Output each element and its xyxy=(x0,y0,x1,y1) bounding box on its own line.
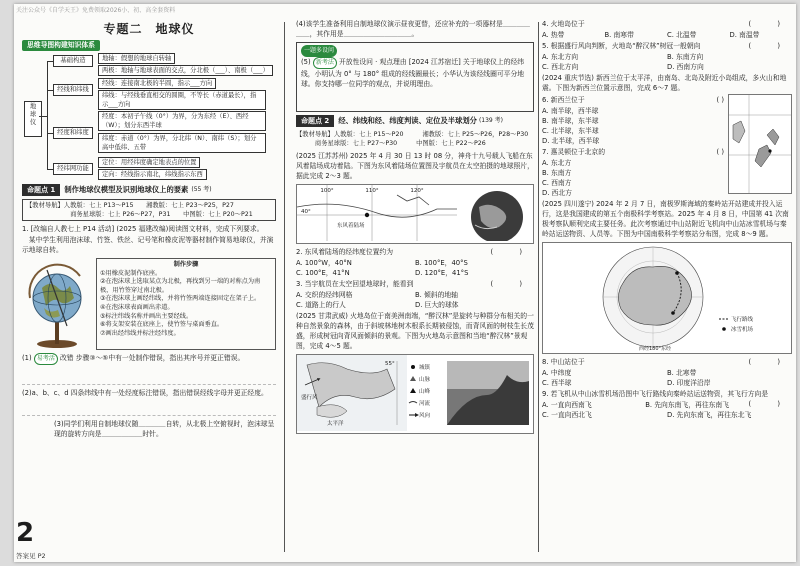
mindmap-leaf: 经度：本初子午线（0°）为界，分为东经（E）、西经（W）；划分东西半球 xyxy=(98,111,266,131)
option[interactable]: C. 一直向西北飞 xyxy=(542,411,592,419)
intro-8-9: (2025 四川遂宁) 2024 年 2 月 7 日，南极罗斯海域的秦岭站开站建成并投入运行，这是我国建成的第五个南极科学考察站。2025 年 4 月 8 日，中国第 41 次南极考察队顺利完成主要任务。此次考察通过中山站附近飞机向中山站冰雪机场与秦岭站运送物资、人员等。下图为中国南极科学考察站分布图，完成 8～9 题。 xyxy=(542,200,789,238)
worksheet-page xyxy=(14,4,796,562)
question-3-options xyxy=(296,290,534,300)
option[interactable]: B. 先向东南飞，再往东南飞 xyxy=(645,401,730,409)
mindmap-branch-2: 经线和纬线 xyxy=(53,84,93,96)
option[interactable]: B. 南寒带 xyxy=(604,31,634,39)
landing-site-label: 东风着陆场 xyxy=(337,223,365,229)
option[interactable]: C. 北温带 xyxy=(667,31,697,39)
question-8-options xyxy=(542,378,792,388)
textbook-reference: 【教材导航】人教版：七上 P15～P20 湘教版：七上 P25～P26，P28～P30 商务星球版：七上 P27～P30 中图版：七上 P22～P26 xyxy=(296,131,529,147)
mindmap-leaf: 地轴：假想的地球自转轴 xyxy=(98,53,175,64)
answer-space[interactable] xyxy=(22,366,276,385)
intro-6-7: (2024 重庆节选) 新西兰位于太平洋，由南岛、北岛及附近小岛组成，多火山和地震。下图为新西兰位置示意图，完成 6～7 题。 xyxy=(542,74,787,92)
answer-space[interactable] xyxy=(22,399,276,416)
legend-river: 河流 xyxy=(419,401,431,407)
question-9: 9. 若飞机从中山冰雪机场沿图中飞行路线向秦岭站运送物资，其飞行方向是 ( ) xyxy=(542,390,792,408)
question-8: 8. 中山站位于 ( ) xyxy=(542,358,792,366)
mindmap-leaf: 纬线：与经线垂直相交的圆圈，不等长（赤道最长），指示___方向 xyxy=(98,90,266,110)
antarctica-map xyxy=(542,242,792,354)
question-1-1: (1) 易考活 改错 步骤③～⑤中有一处制作错误，指出其序号并更正错误。 xyxy=(22,353,276,365)
map-lon-label: 120° xyxy=(410,188,424,194)
mindmap-leaf: 纬度：赤道（0°）为界，分北纬（N）、南纬（S）；划分高中低纬、五带 xyxy=(98,133,266,153)
map-lon-label: 西经180°东经 xyxy=(639,346,672,351)
question-5-options xyxy=(542,52,792,62)
mindmap-badge: 思维导图构建知识体系 xyxy=(22,40,100,51)
new-zealand-map xyxy=(728,94,792,194)
option[interactable]: B. 南半球，东半球 xyxy=(542,117,599,125)
question-7: 7. 惠灵顿位于北京的 ( ) xyxy=(542,148,724,156)
map-lon-label: 100° xyxy=(320,188,334,194)
map-lat-label: 40° xyxy=(301,209,311,215)
globe-figure-row xyxy=(22,258,276,350)
legend-wind: 风向 xyxy=(419,413,431,419)
legend-flight-route: 飞行路线 xyxy=(731,317,754,323)
option[interactable]: B. 东南方 xyxy=(542,169,572,177)
question-1-3: (3)同学们利用自制地球仪随＿＿＿＿自转，从北极上空俯视时，泡沫球呈现的旋转方向是＿＿＿＿＿＿时针。 xyxy=(54,420,275,438)
page-title: 专题二 地球仪 xyxy=(103,22,195,36)
option[interactable]: A. 一直向西南飞 xyxy=(542,401,592,409)
mindmap xyxy=(22,53,276,181)
dongfeng-map xyxy=(296,184,534,244)
intro-4-5: (2025 甘肃武威) 火地岛位于南美洲南端，“醉汉林”是旋转与种群分布相关的一种自然景象的森林，由于斜坡林地树木根系长期被侵蚀，而背风面的树枝生长茂盛，形成树冠向背风面倾斜的景观。下图为火地岛示意图和当地“醉汉林”景观图，完成 4～5 题。 xyxy=(296,312,534,350)
globe-illustration xyxy=(22,258,92,350)
mindmap-branch-1: 基础构造 xyxy=(53,55,93,67)
step-item: ④在泡沫球表面画出赤道。 xyxy=(100,303,174,311)
question-1-body: 某中学生利用泡沫球、竹签、铁丝、记号笔和橡皮泥等器材制作简易地球仪，并演示地球自转。 xyxy=(22,236,274,254)
option[interactable]: C. 道路上的行人 xyxy=(296,301,346,309)
top-note: 关注公众号《自学天王》免费领取2026小、初、高全套资料 xyxy=(16,7,176,14)
question-9-options xyxy=(542,400,749,410)
option[interactable]: A. 交织的经纬网格 xyxy=(296,291,353,299)
option[interactable]: A. 中纬度 xyxy=(542,369,572,377)
textbook-reference: 【教材导航】人教版：七上 P13～P15 湘教版：七上 P23～P25，P27 商务星球版：七上 P26～P27，P31 中图版：七上 P20～P21 xyxy=(22,199,276,221)
option[interactable]: D. 北半球，西半球 xyxy=(542,137,600,145)
option[interactable]: A. 热带 xyxy=(542,31,565,39)
option[interactable]: A. 东北方向 xyxy=(542,53,579,61)
map2-lat-label: 55° xyxy=(385,361,395,367)
legend-town: 城镇 xyxy=(419,365,431,371)
question-6: 6. 新西兰位于 ( ) xyxy=(542,96,724,104)
option[interactable]: D. 先向东南飞，再往东北飞 xyxy=(667,411,752,419)
step-item: ①用橡皮泥制作底座。 xyxy=(100,269,162,277)
section-heading-1: 命题点 1 制作地球仪模型及识别地球仪上的要素 (55 考) xyxy=(22,184,276,196)
step-item: ⑤标注纬线名称并画出主要经线。 xyxy=(100,312,193,320)
option[interactable]: B. 北寒带 xyxy=(667,369,697,377)
section-heading-2: 命题点 2 经、纬线和经、纬度判读、定位及半球划分 (139 考) xyxy=(296,115,534,127)
step-item: ③在泡沫球上画经纬线，并将竹签两端连接固定在架子上。 xyxy=(100,295,261,303)
map2-wind-label: 盛行风 xyxy=(301,395,318,401)
question-1-2: (2)a、b、c、d 四条纬线中有一处经度标注错误，指出错误经线字母并更正经度。 xyxy=(22,389,268,397)
intro-2-3: (2025 江苏苏州) 2025 年 4 月 30 日 13 时 08 分，神舟十九号载人飞船在东风着陆场成功着陆。下图为东风着陆场位置图及宇航员在太空拍摄的地球照片，据此完成 2～3 题。 xyxy=(296,152,534,180)
page-number: 2 xyxy=(16,518,35,548)
option[interactable]: A. 南半球，西半球 xyxy=(542,107,599,115)
question-1-4: (4)该学生准备利用自制地球仪演示昼夜更替，还应补充的一项器材是＿＿＿＿＿＿，其作用是＿＿＿＿＿＿＿＿＿＿。 xyxy=(296,20,530,38)
mindmap-branch-3: 经度和纬度 xyxy=(53,127,93,139)
tierra-del-fuego-map xyxy=(296,354,534,434)
question-3-options xyxy=(296,300,534,310)
step-item: ②在泡沫球上选取某点为北极，再找到另一端的对称点为南极，用竹签穿过南北极。 xyxy=(100,278,261,294)
mindmap-root: 地球仪 xyxy=(24,101,42,137)
legend-ice-airport: 冰雪机场 xyxy=(731,327,754,333)
map2-sea-label: 太平洋 xyxy=(327,421,344,427)
answer-reference-footer: 答案见 P2 xyxy=(16,552,46,560)
extended-question-box: 一题多设问 (5) 新考法 开放性设问 · 观点理由 [2024 江苏宿迁] 关于地球仪上的经纬线，小明认为 0° 与 180° 组成的经线圈最长；小华认为该经线圈可平分地球。你支持哪一位同学的观点，并说明理由。 xyxy=(296,42,534,112)
option[interactable]: C. 西南方 xyxy=(542,179,572,187)
question-9-options xyxy=(542,410,792,420)
question-4-options xyxy=(542,30,792,40)
nz-block xyxy=(542,94,792,198)
question-1-intro: 1. [改编自人教七上 P14 活动] (2025 福建改编)阅读图文材料，完成下列要求。 xyxy=(22,225,264,233)
column-divider xyxy=(538,22,539,552)
step-item: ⑥将支架安装在底座上，使竹签与桌面垂直。 xyxy=(100,321,224,329)
option[interactable]: B. 东南方向 xyxy=(667,53,704,61)
question-2-options xyxy=(296,268,534,278)
option[interactable]: D. 120°E，41°S xyxy=(415,269,469,277)
mindmap-branch-4: 经纬网功能 xyxy=(53,163,93,175)
question-5-options xyxy=(542,62,792,72)
map-lon-label: 110° xyxy=(365,188,379,194)
column-divider xyxy=(284,22,285,552)
question-2-options xyxy=(296,258,534,268)
option[interactable]: C. 北半球，东半球 xyxy=(542,127,599,135)
option[interactable]: C. 西半球 xyxy=(542,379,572,387)
column-right xyxy=(542,18,792,558)
question-4: 4. 火地岛位于 ( ) xyxy=(542,20,792,28)
option[interactable]: D. 印度洋沿岸 xyxy=(667,379,711,387)
option[interactable]: B. 倾斜的地轴 xyxy=(415,291,458,299)
question-3: 3. 当宇航员在太空回望地球时，能看到 ( ) xyxy=(296,280,534,288)
step-item: ⑦画出经纬线并标注经纬度。 xyxy=(100,329,180,337)
option[interactable]: C. 西北方向 xyxy=(542,63,579,71)
mindmap-leaf: 定向：经线指示南北，纬线指示东西 xyxy=(98,169,207,180)
multi-question-badge: 一题多设问 xyxy=(301,45,337,57)
answer-space[interactable] xyxy=(301,89,529,109)
question-8-options xyxy=(542,368,792,378)
mindmap-leaf: 两极：地轴与地球表面的交点，分北极（___）、南极（___） xyxy=(98,65,273,76)
column-middle xyxy=(296,18,534,558)
option[interactable]: D. 西北方 xyxy=(542,189,572,197)
option[interactable]: C. 100°E，41°N xyxy=(296,269,350,277)
option[interactable]: A. 东北方 xyxy=(542,159,572,167)
legend-mountains: 山脉 xyxy=(419,377,431,383)
option[interactable]: D. 西南方向 xyxy=(667,63,704,71)
option[interactable]: A. 100°W，40°N xyxy=(296,259,352,267)
option[interactable]: B. 100°E，40°S xyxy=(415,259,468,267)
mindmap-leaf: 经线：连接南北极的半圆，指示___方向 xyxy=(98,78,216,89)
steps-box: 制作步骤 ①用橡皮泥制作底座。 ②在泡沫球上选取某点为北极，再找到另一端的对称点为南极，用竹签穿过南北极。 ③在泡沫球上画经纬线，并将竹签两端连接固定在架子上。 ④在泡沫球表面画出赤道。 ⑤标注纬线名称并画出主要经线。 ⑥将支架安装在底座上，使竹签与桌面垂直。 ⑦画出经纬线并标注经纬度。 xyxy=(96,258,276,350)
column-left xyxy=(22,18,276,558)
legend-peak: 山峰 xyxy=(419,389,431,395)
option[interactable]: D. 巨大的球体 xyxy=(415,301,459,309)
mindmap-leaf: 定位：用经纬度确定地表点的位置 xyxy=(98,157,200,168)
question-5: 5. 根据盛行风向判断，火地岛“醉汉林”树冠一般朝向 ( ) xyxy=(542,42,792,50)
question-2: 2. 东风着陆场的经纬度位置约为 ( ) xyxy=(296,248,534,256)
option[interactable]: D. 南温带 xyxy=(729,31,760,39)
